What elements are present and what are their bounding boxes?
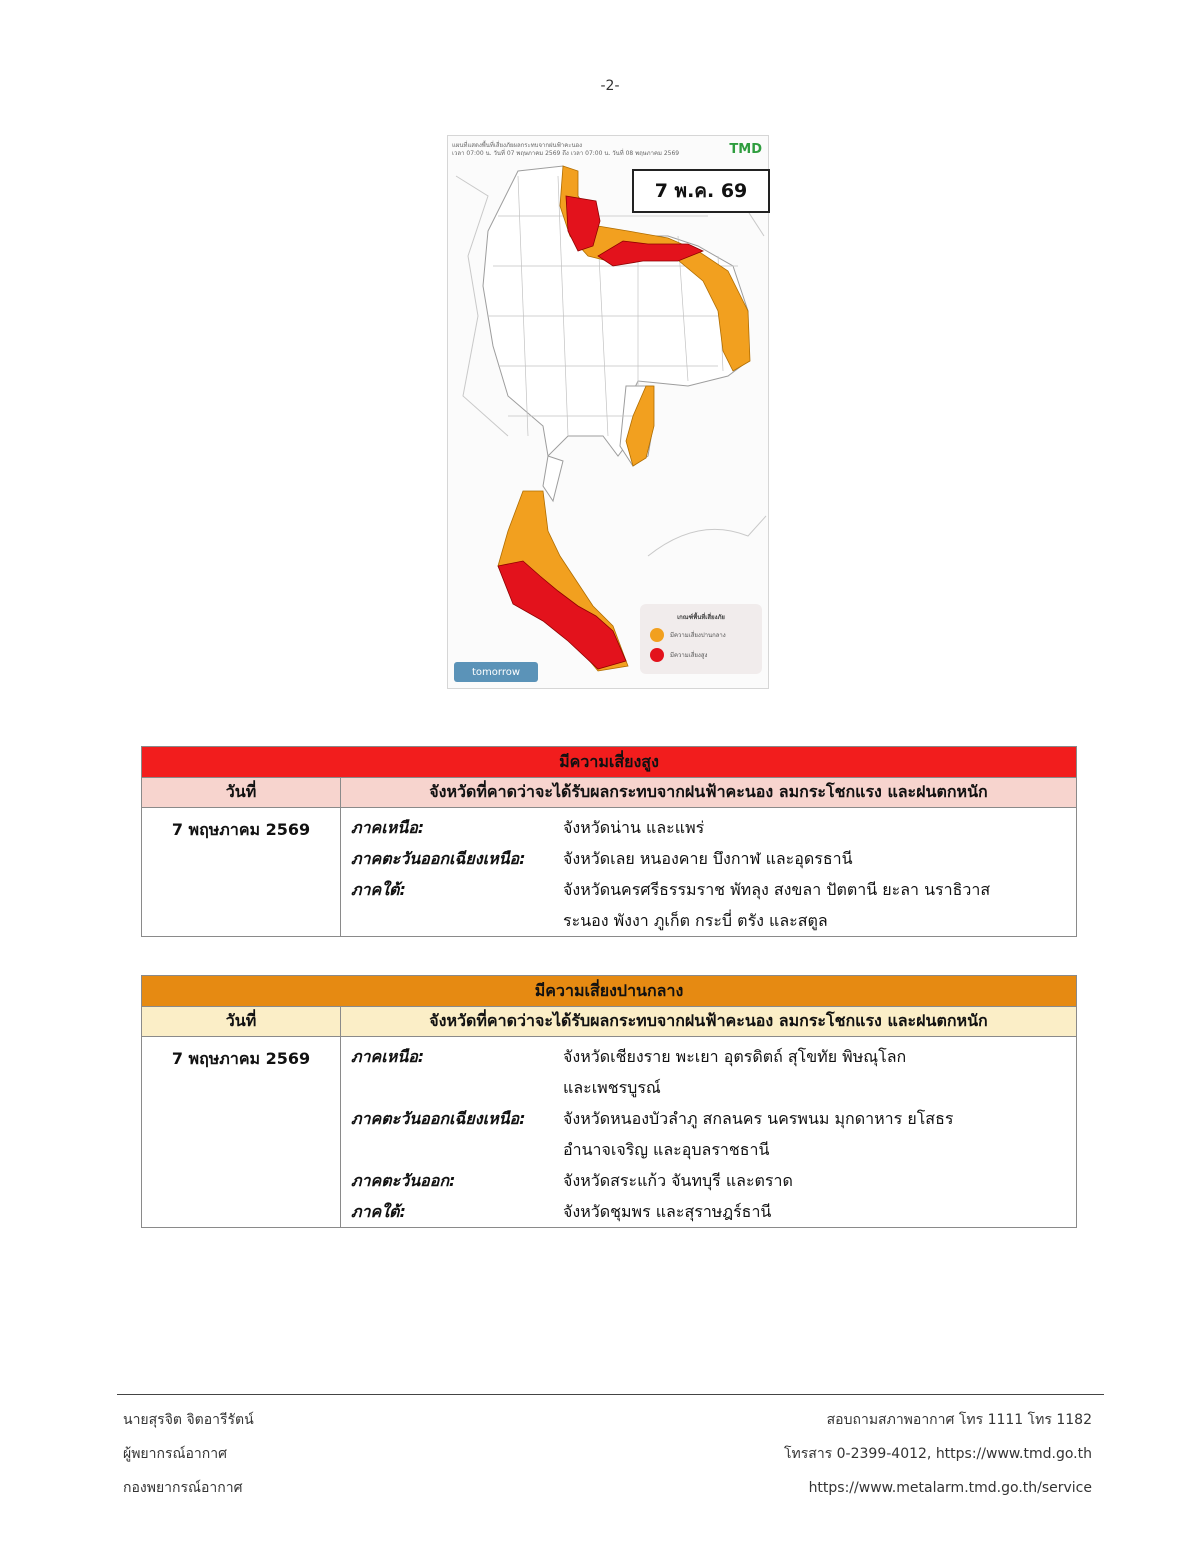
legend-label-high: มีความเสี่ยงสูง bbox=[670, 652, 708, 659]
moderate-risk-date: 7 พฤษภาคม 2569 bbox=[142, 1037, 341, 1228]
high-risk-table bbox=[141, 746, 1077, 937]
moderate-risk-col-date: วันที่ bbox=[142, 1007, 341, 1037]
high-risk-col-date: วันที่ bbox=[142, 778, 341, 808]
legend-item-high bbox=[650, 648, 762, 662]
moderate-risk-regions bbox=[341, 1037, 1077, 1228]
high-risk-title: มีความเสี่ยงสูง bbox=[142, 747, 1077, 778]
high-risk-row-north bbox=[351, 812, 1076, 843]
province-list: จังหวัดเชียงราย พะเยา อุตรดิตถ์ สุโขทัย พิษณุโลก bbox=[563, 1047, 907, 1066]
region-label: ภาคตะวันออก: bbox=[351, 1171, 456, 1190]
page-number: -2- bbox=[600, 78, 620, 94]
tmd-logo: TMD bbox=[729, 142, 762, 157]
neighbor-outline-east bbox=[648, 516, 766, 556]
map-date-label: 7 พ.ค. 69 bbox=[632, 169, 770, 213]
contact-fax-website[interactable]: โทรสาร 0-2399-4012, https://www.tmd.go.th bbox=[784, 1446, 1092, 1462]
moderate-risk-row-south bbox=[351, 1196, 1076, 1227]
province-list-continued: อำนาจเจริญ และอุบลราชธานี bbox=[563, 1140, 770, 1159]
province-list: จังหวัดหนองบัวลำภู สกลนคร นครพนม มุกดาหาร ยโสธร bbox=[563, 1109, 954, 1128]
province-list: จังหวัดชุมพร และสุราษฎร์ธานี bbox=[563, 1202, 772, 1221]
legend-item-moderate bbox=[650, 628, 762, 642]
footer-divider bbox=[117, 1394, 1104, 1395]
map-legend bbox=[640, 604, 762, 674]
high-risk-row-south bbox=[351, 874, 1076, 905]
province-list-continued: และเพชรบูรณ์ bbox=[563, 1078, 661, 1097]
high-risk-col-provinces: จังหวัดที่คาดว่าจะได้รับผลกระทบจากฝนฟ้าคะนอง ลมกระโชกแรง และฝนตกหนัก bbox=[341, 778, 1077, 808]
contact-phone: สอบถามสภาพอากาศ โทร 1111 โทร 1182 bbox=[826, 1412, 1092, 1428]
moderate-risk-table bbox=[141, 975, 1077, 1228]
map-header-period: เวลา 07:00 น. วันที่ 07 พฤษภาคม 2569 ถึง เวลา 07:00 น. วันที่ 08 พฤษภาคม 2569 bbox=[452, 150, 680, 157]
province-list: จังหวัดสระแก้ว จันทบุรี และตราด bbox=[563, 1171, 793, 1190]
map-header-title: แผนที่แสดงพื้นที่เสี่ยงภัยผลกระทบจากฝนฟ้าคะนอง bbox=[452, 142, 583, 149]
high-risk-regions bbox=[341, 808, 1077, 937]
moderate-risk-row-east bbox=[351, 1165, 1076, 1196]
forecaster-title: ผู้พยากรณ์อากาศ bbox=[123, 1446, 227, 1462]
moderate-risk-title: มีความเสี่ยงปานกลาง bbox=[142, 976, 1077, 1007]
risk-map bbox=[447, 135, 769, 689]
moderate-risk-row-north bbox=[351, 1041, 1076, 1072]
legend-title: เกณฑ์พื้นที่เสี่ยงภัย bbox=[677, 614, 725, 621]
province-list: จังหวัดเลย หนองคาย บึงกาฬ และอุดรธานี bbox=[563, 849, 853, 868]
high-dot-icon bbox=[650, 648, 664, 662]
footer-contact bbox=[784, 1403, 1092, 1505]
forecaster-division: กองพยากรณ์อากาศ bbox=[123, 1480, 243, 1496]
tomorrow-logo: tomorrow bbox=[454, 662, 538, 682]
high-risk-date: 7 พฤษภาคม 2569 bbox=[142, 808, 341, 937]
moderate-risk-col-provinces: จังหวัดที่คาดว่าจะได้รับผลกระทบจากฝนฟ้าคะนอง ลมกระโชกแรง และฝนตกหนัก bbox=[341, 1007, 1077, 1037]
legend-label-moderate: มีความเสี่ยงปานกลาง bbox=[670, 632, 726, 639]
forecaster-name: นายสุรจิต จิตอารีรัตน์ bbox=[123, 1412, 254, 1428]
region-label: ภาคตะวันออกเฉียงเหนือ: bbox=[351, 849, 526, 868]
region-label: ภาคตะวันออกเฉียงเหนือ: bbox=[351, 1109, 526, 1128]
thailand-south-stem bbox=[543, 456, 563, 501]
region-label: ภาคใต้: bbox=[351, 880, 406, 899]
region-label: ภาคเหนือ: bbox=[351, 818, 425, 837]
moderate-risk-row-northeast bbox=[351, 1103, 1076, 1134]
province-list: จังหวัดน่าน และแพร่ bbox=[563, 818, 705, 837]
footer-forecaster bbox=[123, 1403, 254, 1505]
high-risk-row-northeast bbox=[351, 843, 1076, 874]
region-label: ภาคใต้: bbox=[351, 1202, 406, 1221]
province-list: จังหวัดนครศรีธรรมราช พัทลุง สงขลา ปัตตานี ยะลา นราธิวาส bbox=[563, 880, 991, 899]
contact-service-link[interactable]: https://www.metalarm.tmd.go.th/service bbox=[808, 1480, 1092, 1496]
moderate-dot-icon bbox=[650, 628, 664, 642]
region-label: ภาคเหนือ: bbox=[351, 1047, 425, 1066]
province-list-continued: ระนอง พังงา ภูเก็ต กระบี่ ตรัง และสตูล bbox=[563, 911, 828, 930]
